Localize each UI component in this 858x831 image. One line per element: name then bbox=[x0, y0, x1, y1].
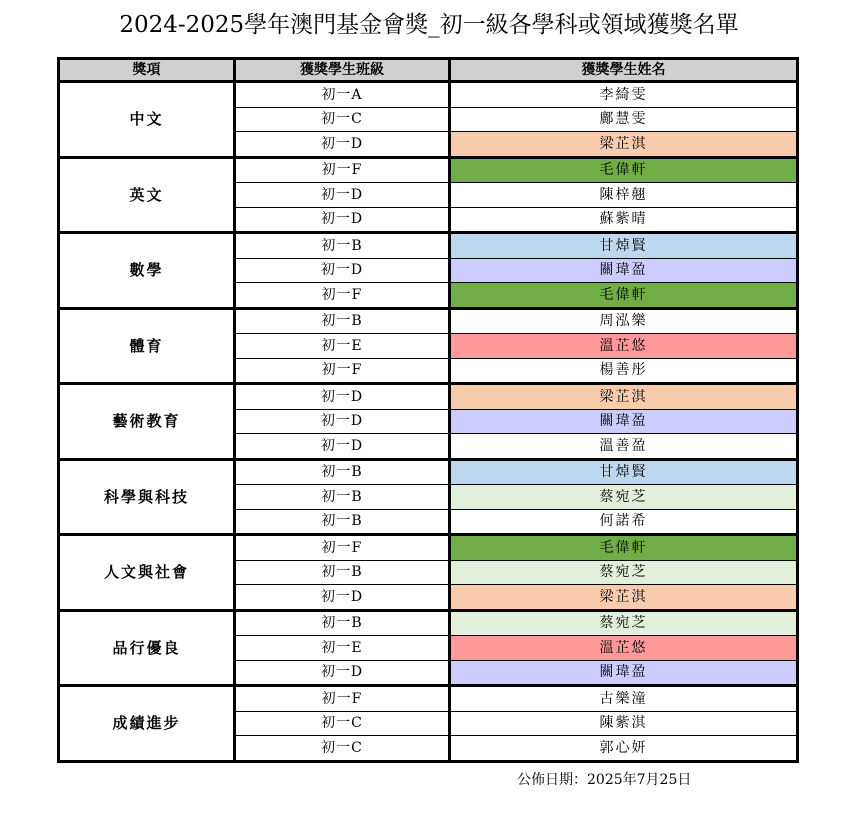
student-name: 蔡宛芝 bbox=[450, 610, 798, 636]
publish-date: 公佈日期：2025年7月25日 bbox=[517, 772, 692, 788]
student-name: 毛偉軒 bbox=[450, 535, 798, 561]
student-class: 初一F bbox=[235, 358, 450, 384]
student-name: 甘焯賢 bbox=[450, 233, 798, 259]
student-name: 蘇紫晴 bbox=[450, 207, 798, 233]
student-name: 毛偉軒 bbox=[450, 283, 798, 309]
award-category: 科學與科技 bbox=[59, 459, 235, 535]
student-class: 初一D bbox=[235, 183, 450, 208]
student-name: 溫善盈 bbox=[450, 434, 798, 460]
student-name: 關瑋盈 bbox=[450, 660, 798, 686]
student-name: 關瑋盈 bbox=[450, 409, 798, 434]
header-name: 獲獎學生姓名 bbox=[450, 59, 798, 82]
award-category: 英文 bbox=[59, 157, 235, 233]
student-class: 初一D bbox=[235, 258, 450, 283]
page-title: 2024-2025學年澳門基金會獎_初一級各學科或領域獲獎名單 bbox=[119, 12, 739, 38]
student-class: 初一C bbox=[235, 107, 450, 132]
student-name: 蔡宛芝 bbox=[450, 560, 798, 585]
award-table bbox=[57, 57, 799, 763]
student-name: 毛偉軒 bbox=[450, 157, 798, 183]
student-name: 古樂潼 bbox=[450, 686, 798, 712]
header-class: 獲獎學生班級 bbox=[235, 59, 450, 82]
student-name: 楊善彤 bbox=[450, 358, 798, 384]
table-row bbox=[59, 535, 798, 561]
award-table-body bbox=[59, 82, 798, 762]
award-category: 品行優良 bbox=[59, 610, 235, 686]
table-row bbox=[59, 308, 798, 334]
student-name: 甘焯賢 bbox=[450, 459, 798, 485]
student-class: 初一E bbox=[235, 334, 450, 359]
student-class: 初一D bbox=[235, 585, 450, 611]
table-row bbox=[59, 82, 798, 108]
student-class: 初一D bbox=[235, 409, 450, 434]
student-name: 梁芷淇 bbox=[450, 384, 798, 410]
table-header-row bbox=[59, 59, 798, 82]
table-row bbox=[59, 157, 798, 183]
student-class: 初一C bbox=[235, 711, 450, 736]
student-name: 鄺慧雯 bbox=[450, 107, 798, 132]
student-class: 初一D bbox=[235, 132, 450, 158]
student-class: 初一F bbox=[235, 535, 450, 561]
student-class: 初一B bbox=[235, 308, 450, 334]
student-class: 初一B bbox=[235, 459, 450, 485]
student-name: 梁芷淇 bbox=[450, 585, 798, 611]
student-class: 初一B bbox=[235, 610, 450, 636]
table-row bbox=[59, 686, 798, 712]
student-class: 初一F bbox=[235, 283, 450, 309]
award-category: 人文與社會 bbox=[59, 535, 235, 611]
student-class: 初一F bbox=[235, 157, 450, 183]
header-award: 獎項 bbox=[59, 59, 235, 82]
student-class: 初一B bbox=[235, 233, 450, 259]
table-row bbox=[59, 459, 798, 485]
award-category: 體育 bbox=[59, 308, 235, 384]
award-category: 數學 bbox=[59, 233, 235, 309]
student-name: 梁芷淇 bbox=[450, 132, 798, 158]
student-name: 陳紫淇 bbox=[450, 711, 798, 736]
student-class: 初一D bbox=[235, 434, 450, 460]
table-row bbox=[59, 610, 798, 636]
student-name: 陳梓翹 bbox=[450, 183, 798, 208]
student-name: 關瑋盈 bbox=[450, 258, 798, 283]
student-class: 初一D bbox=[235, 660, 450, 686]
student-name: 溫芷悠 bbox=[450, 334, 798, 359]
student-name: 何諾希 bbox=[450, 509, 798, 535]
student-name: 溫芷悠 bbox=[450, 636, 798, 661]
student-class: 初一D bbox=[235, 207, 450, 233]
student-class: 初一A bbox=[235, 82, 450, 108]
student-name: 郭心妍 bbox=[450, 736, 798, 762]
student-class: 初一E bbox=[235, 636, 450, 661]
student-class: 初一F bbox=[235, 686, 450, 712]
student-class: 初一B bbox=[235, 485, 450, 510]
table-row bbox=[59, 233, 798, 259]
student-class: 初一C bbox=[235, 736, 450, 762]
award-category: 中文 bbox=[59, 82, 235, 158]
student-class: 初一D bbox=[235, 384, 450, 410]
student-name: 周泓樂 bbox=[450, 308, 798, 334]
student-class: 初一B bbox=[235, 560, 450, 585]
award-category: 成績進步 bbox=[59, 686, 235, 762]
table-row bbox=[59, 384, 798, 410]
student-name: 蔡宛芝 bbox=[450, 485, 798, 510]
award-category: 藝術教育 bbox=[59, 384, 235, 460]
student-name: 李綺雯 bbox=[450, 82, 798, 108]
student-class: 初一B bbox=[235, 509, 450, 535]
